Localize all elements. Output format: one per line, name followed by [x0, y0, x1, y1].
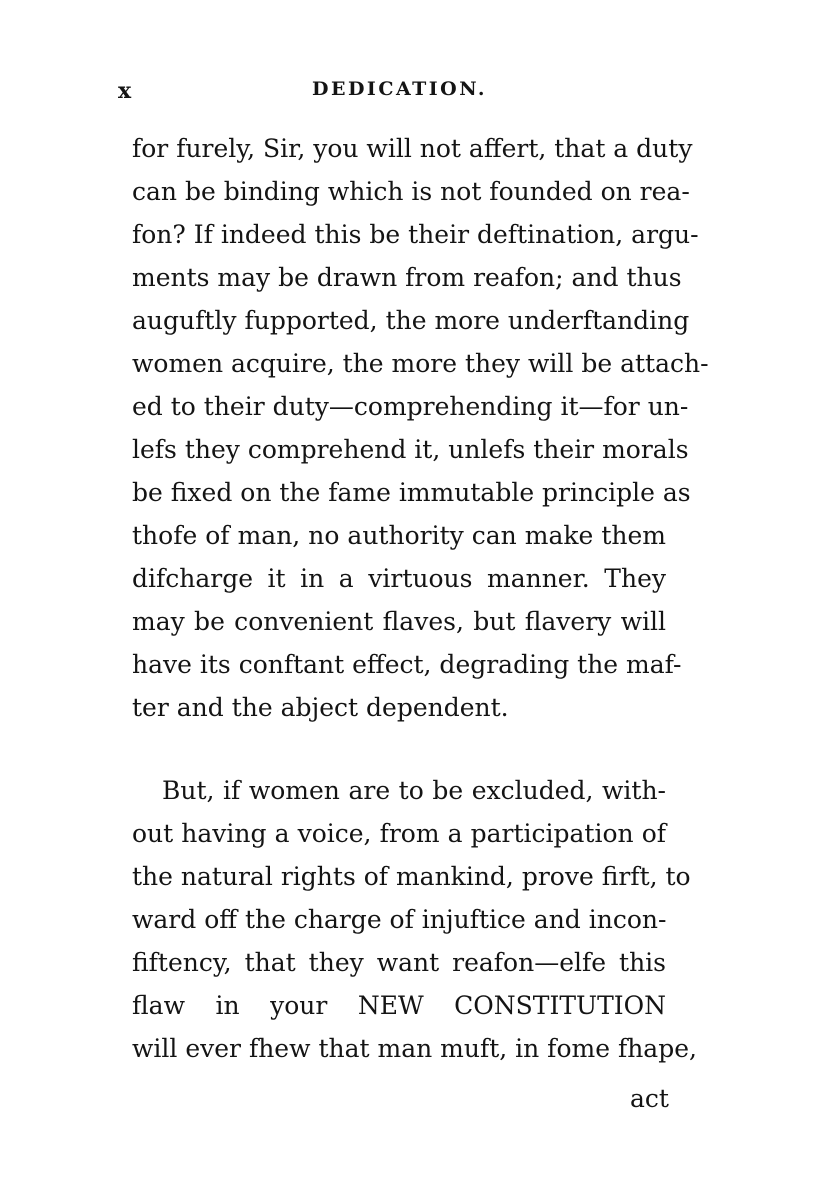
text-line: women acquire, the more they will be attach-	[132, 349, 709, 378]
text-line: for furely, Sir, you will not affert, that a duty	[132, 134, 693, 163]
text-line: will ever fhew that man muft, in fome fhape,	[132, 1034, 697, 1063]
text-line: the natural rights of mankind, prove firft, to	[132, 862, 691, 891]
text-line: ward off the charge of injuftice and incon-	[132, 905, 667, 934]
text-line: ments may be drawn from reafon; and thus	[132, 263, 682, 292]
text-line: have its conftant effect, degrading the maf-	[132, 650, 682, 679]
running-head: DEDICATION.	[312, 78, 487, 100]
text-line: difcharge it in a virtuous manner. They	[132, 564, 666, 593]
text-line: lefs they comprehend it, unlefs their morals	[132, 435, 689, 464]
text-line: auguftly fupported, the more underftanding	[132, 306, 690, 335]
text-line: be fixed on the fame immutable principle as	[132, 478, 691, 507]
text-line: But, if women are to be excluded, with-	[162, 776, 666, 805]
text-line: flaw in your NEW CONSTITUTION	[132, 991, 666, 1020]
text-line: ed to their duty—comprehending it—for un-	[132, 392, 689, 421]
text-line: fon? If indeed this be their deftination, argu-	[132, 220, 699, 249]
text-line: fiftency, that they want reafon—elfe this	[132, 948, 666, 977]
text-line: may be convenient flaves, but flavery will	[132, 607, 666, 636]
text-line: can be binding which is not founded on rea-	[132, 177, 690, 206]
text-line: ter and the abject dependent.	[132, 693, 509, 722]
text-line: thofe of man, no authority can make them	[132, 521, 666, 550]
catchword: act	[630, 1084, 669, 1113]
page-number: x	[118, 78, 132, 104]
text-line: out having a voice, from a participation of	[132, 819, 666, 848]
